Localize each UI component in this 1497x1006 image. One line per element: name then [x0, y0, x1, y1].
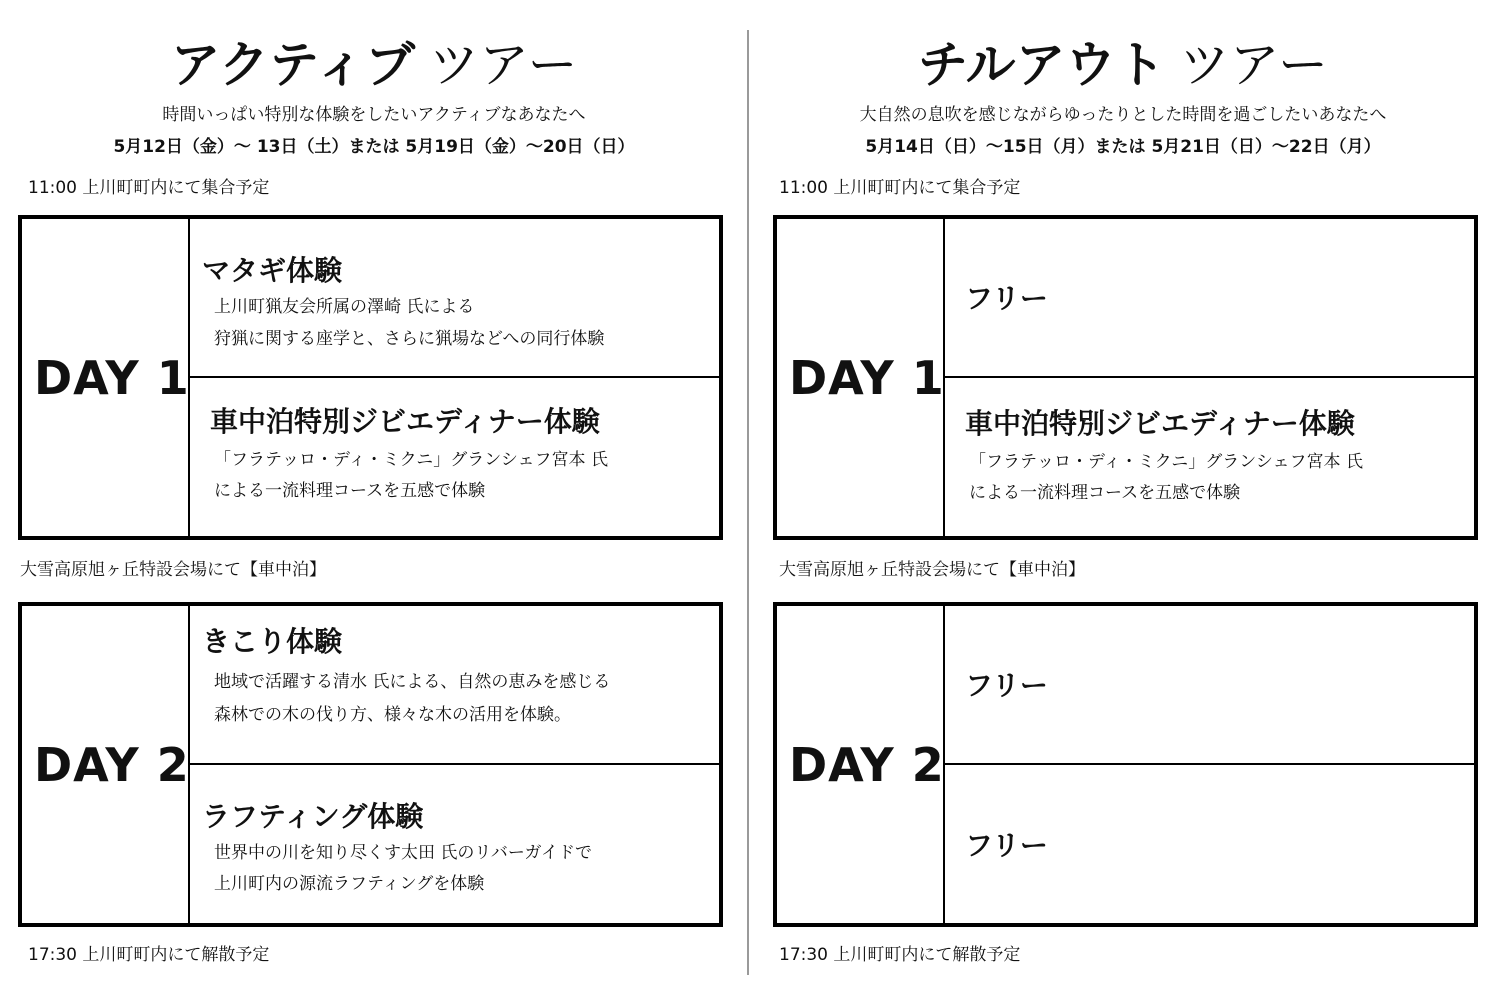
chillout-stay-note: 大雪高原旭ヶ丘特設会場にて【車中泊】	[779, 560, 1085, 580]
day-label: DAY 2	[789, 737, 945, 792]
activity-title: ラフティング体験	[202, 799, 424, 833]
chillout-tour-dates: 5月14日（日）〜15日（月）または 5月21日（日）〜22日（月）	[865, 137, 1381, 157]
activity-description-line: 上川町猟友会所属の澤崎 氏による	[214, 297, 475, 317]
active-meet-note: 11:00 上川町町内にて集合予定	[28, 178, 270, 198]
active-end-note: 17:30 上川町町内にて解散予定	[28, 945, 270, 965]
free-time-label: フリー	[965, 669, 1048, 703]
activity-description-line: による一流料理コースを五感で体験	[969, 482, 1241, 503]
activity-description-line: 森林での木の伐り方、様々な木の活用を体験。	[214, 705, 571, 725]
activity-description-line: 「フラテッロ・ディ・ミクニ」グランシェフ宮本 氏	[969, 451, 1363, 472]
chillout-tour-title-bold: チルアウト	[918, 36, 1166, 94]
chillout-end-note: 17:30 上川町町内にて解散予定	[779, 945, 1021, 965]
activity-title: マタギ体験	[202, 254, 343, 287]
day-label-cell	[22, 606, 190, 923]
chillout-tour-subtitle: 大自然の息吹を感じながらゆったりとした時間を過ごしたいあなたへ	[859, 105, 1387, 125]
chillout-tour-title	[749, 30, 1497, 100]
activity-cell	[945, 765, 1474, 924]
activity-cell	[945, 219, 1474, 378]
active-day1-box	[18, 215, 723, 540]
chillout-day1-box	[773, 215, 1478, 540]
day-label-cell	[777, 219, 945, 536]
activity-description-line: 狩猟に関する座学と、さらに猟場などへの同行体験	[214, 329, 605, 349]
active-day2-box	[18, 602, 723, 927]
activity-title: 車中泊特別ジビエディナー体験	[210, 404, 600, 438]
activity-description-line: 「フラテッロ・ディ・ミクニ」グランシェフ宮本 氏	[214, 449, 608, 470]
chillout-day2-box	[773, 602, 1478, 927]
activity-cell	[190, 606, 719, 765]
free-time-label: フリー	[965, 828, 1048, 862]
activity-title: きこり体験	[202, 625, 343, 658]
day-label: DAY 2	[34, 737, 190, 792]
chillout-tour-title-suffix: ツアー	[1179, 36, 1328, 94]
activity-cell	[190, 378, 719, 537]
active-tour-dates: 5月12日（金）〜 13日（土）または 5月19日（金）〜20日（日）	[113, 137, 635, 157]
active-tour-column	[0, 0, 748, 1006]
free-time-label: フリー	[965, 282, 1048, 316]
active-tour-subtitle: 時間いっぱい特別な体験をしたいアクティブなあなたへ	[162, 105, 586, 125]
activity-description-line: 世界中の川を知り尽くす太田 氏のリバーガイドで	[214, 842, 593, 863]
activity-cell	[190, 219, 719, 378]
activity-cell	[945, 378, 1474, 537]
day-label: DAY 1	[34, 350, 190, 405]
activity-cell	[190, 765, 719, 924]
activity-title: 車中泊特別ジビエディナー体験	[965, 406, 1355, 440]
activity-description-line: 地域で活躍する清水 氏による、自然の恵みを感じる	[214, 672, 611, 692]
active-stay-note: 大雪高原旭ヶ丘特設会場にて【車中泊】	[20, 560, 326, 580]
day-label-cell	[22, 219, 190, 536]
activity-description-line: による一流料理コースを五感で体験	[214, 480, 486, 501]
day-label: DAY 1	[789, 350, 945, 405]
day-label-cell	[777, 606, 945, 923]
active-tour-title-bold: アクティブ	[170, 36, 415, 94]
active-tour-title	[0, 30, 748, 100]
activity-cell	[945, 606, 1474, 765]
chillout-meet-note: 11:00 上川町町内にて集合予定	[779, 178, 1021, 198]
activity-description-line: 上川町内の源流ラフティングを体験	[214, 873, 485, 894]
active-tour-title-suffix: ツアー	[429, 36, 578, 94]
chillout-tour-column	[749, 0, 1497, 1006]
